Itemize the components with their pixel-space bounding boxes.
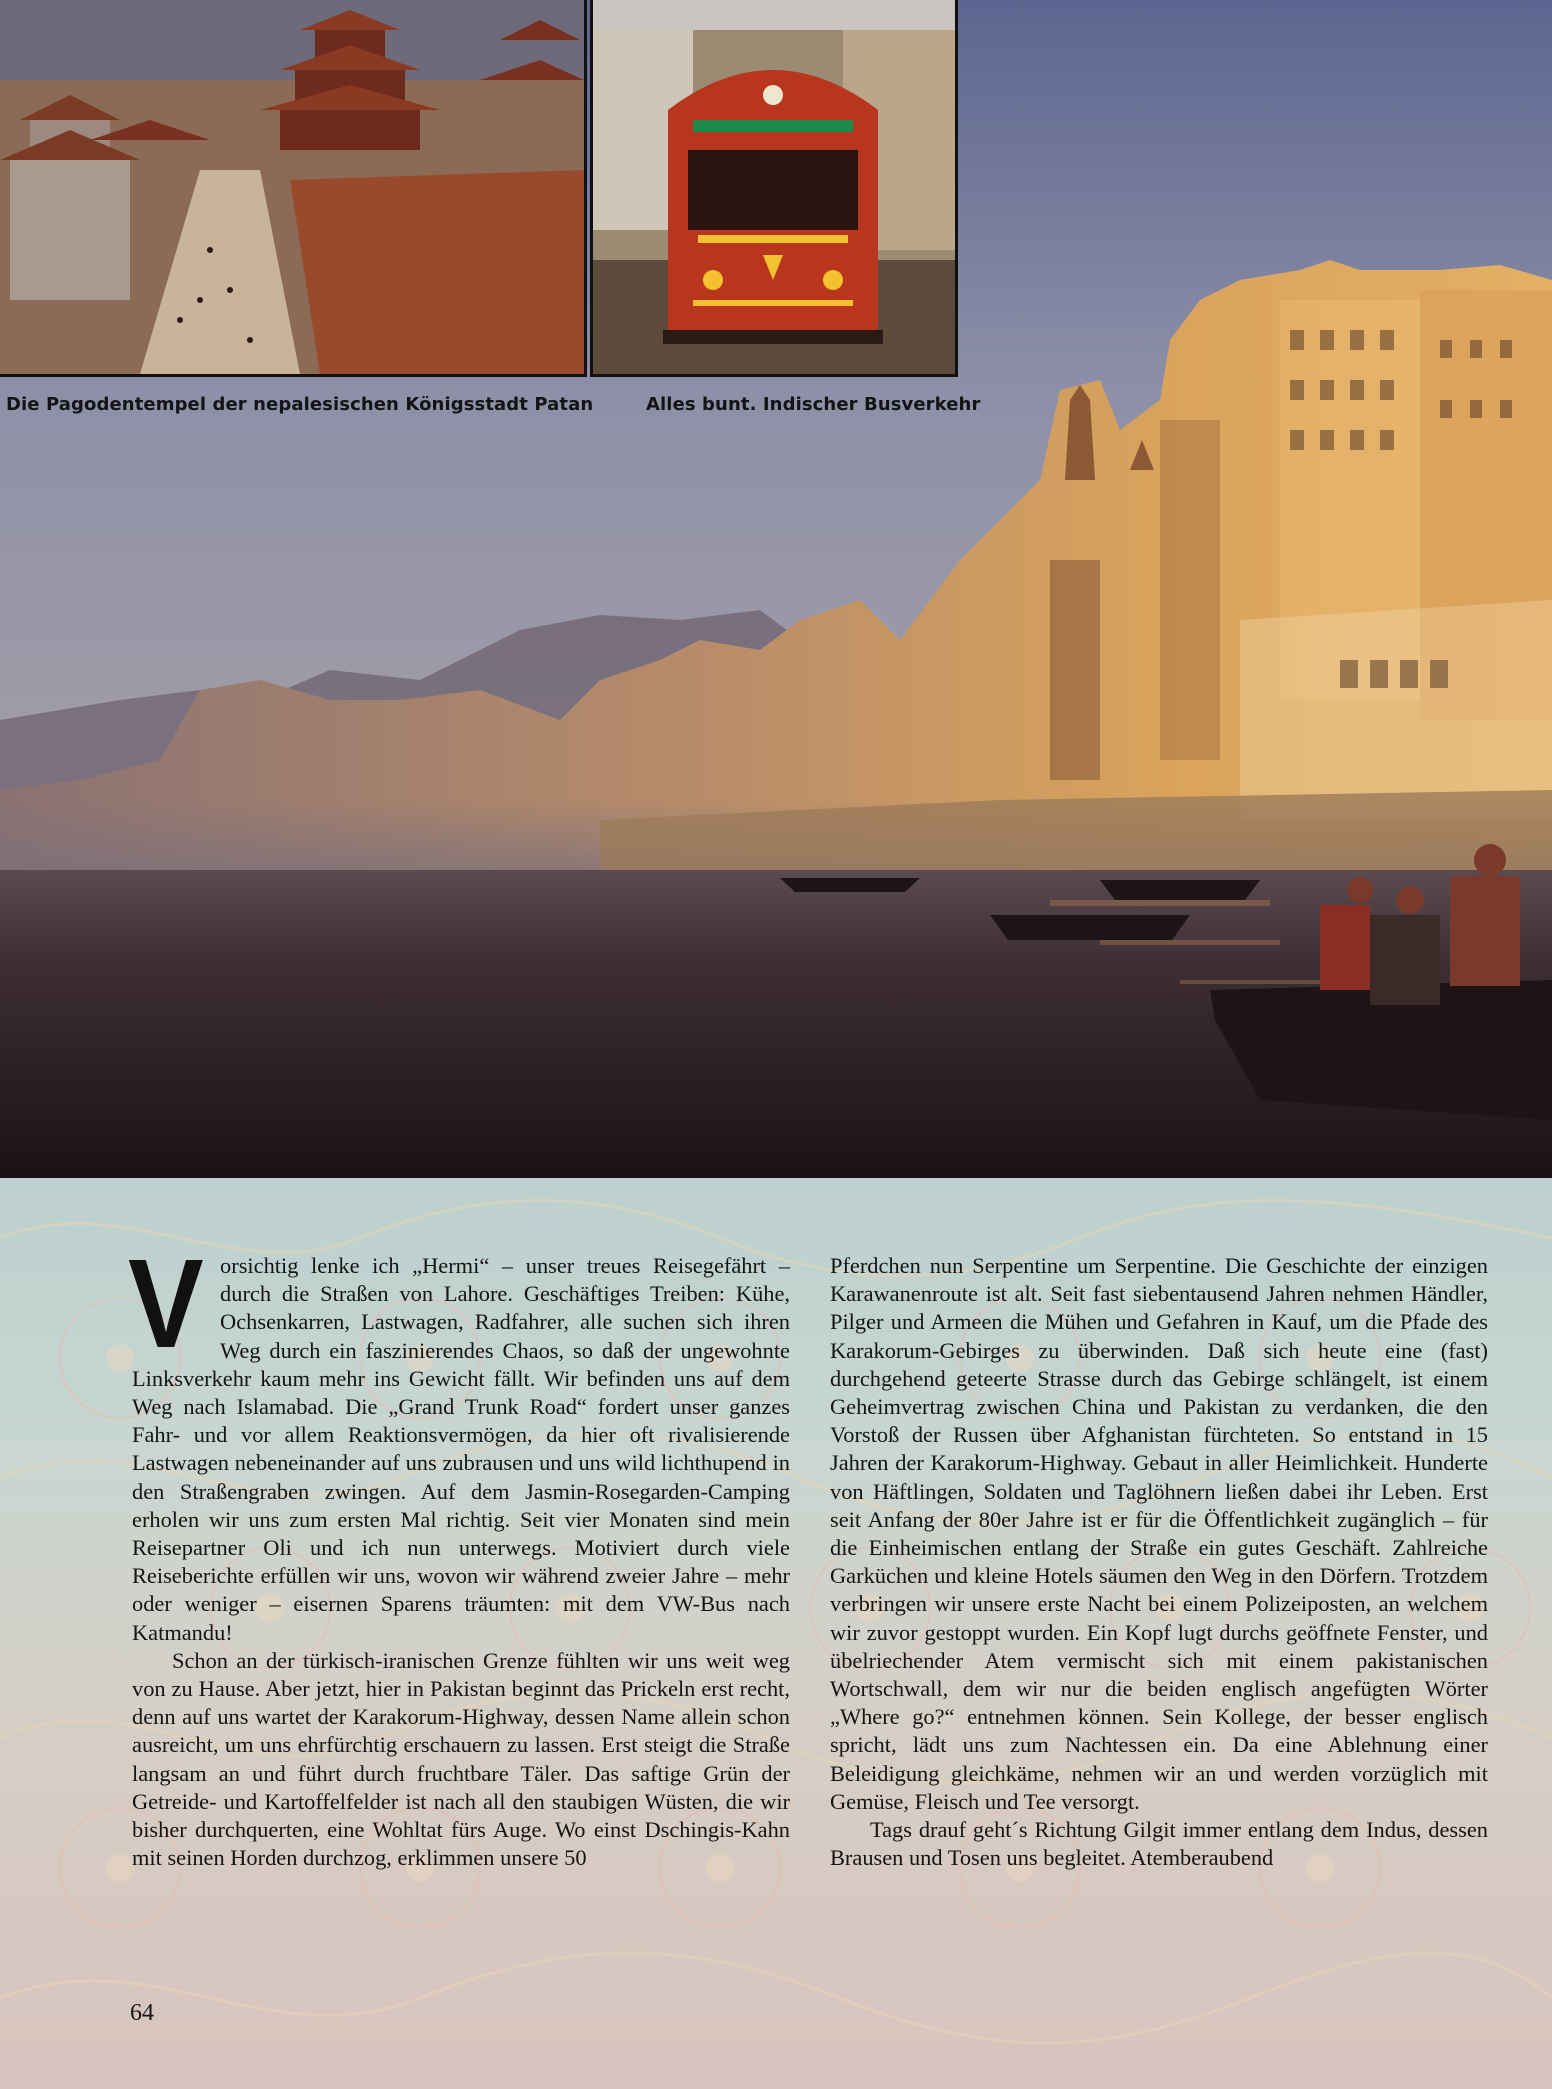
indian-bus-photo (590, 0, 958, 377)
caption-bus: Alles bunt. Indischer Busverkehr (646, 394, 981, 415)
caption-patan: Die Pagodentempel der nepalesischen Königsstadt Patan (6, 394, 594, 415)
drop-cap: V (128, 1233, 204, 1374)
paragraph-text: orsichtig lenke ich „Hermi“ – unser treues Reisegefährt – durch die Straßen von Lahore. Geschäftiges Treiben: Kühe, Ochsenkarren, Lastwagen, Radfahrer, alle suchen sich ihren Weg durch ein faszinierendes Chaos, so daß der ungewohnte Linksverkehr kaum mehr ins Gewicht fällt. Wir befinden uns auf dem Weg nach Islamabad. Die „Grand Trunk Road“ fordert unser ganzes Fahr- und vor allem Reaktionsvermögen, da hier oft rivalisierende Lastwagen nebeneinander auf uns zubrausen und uns wild lichthupend in den Straßengraben zwingen. Auf dem Jasmin-Rosegarden-Camping erholen wir uns zum ersten Mal richtig. Seit vier Monaten sind mein Reisepartner Oli und ich nun unterwegs. Motiviert durch viele Reiseberichte erfüllen wir uns, wovon wir während zweier Jahre – mehr oder weniger – eisernen Sparens träumten: mit dem VW-Bus nach Katmandu! (132, 1253, 790, 1645)
bus-illustration (593, 0, 955, 374)
article-paragraph: Tags drauf geht´s Richtung Gilgit immer entlang dem Indus, dessen Brausen und Tosen uns begleitet. Atemberaubend (830, 1817, 1488, 1871)
article-background (0, 1178, 1552, 2089)
article-column-left (128, 1233, 790, 1872)
article-paragraph: Schon an der türkisch-iranischen Grenze fühlten wir uns weit weg von zu Hause. Aber jetzt, hier in Pakistan beginnt das Prickeln erst recht, denn auf uns wartet der Karakorum-Highway, dessen Name allein schon ausreicht, um uns ehrfürchtig erschauern zu lassen. Erst steigt die Straße langsam an und führt durch fruchtbare Täler. Das saftige Grün der Getreide- und Kartoffelfelder ist nach all den staubigen Wüsten, die wir bisher durchquerten, eine Wohltat fürs Auge. Wo einst Dschingis-Kahn mit seinen Horden durchzog, erklimmen unsere 50 (132, 1647, 790, 1871)
pagoda-illustration (0, 0, 584, 374)
page-number: 64 (130, 2000, 154, 2026)
article-paragraph (128, 1233, 790, 1647)
article-paragraph: Pferdchen nun Serpentine um Serpentine. Die Geschichte der einzigen Karawanenroute ist alt. Seit fast siebentausend Jahren nehmen Händler, Pilger und Armeen die Mühen und Gefahren in Kauf, um die Pfade des Karakorum-Gebirges zu überwinden. Daß sich heute eine (fast) durchgehend geteerte Strasse durch das Gebirge schlängelt, ist einem Geheimvertrag zwischen China und Pakistan zu verdanken, die den Vorstoß der Russen über Afghanistan fürchteten. So entstand in 15 Jahren der Karakorum-Highway. Gebaut in aller Heimlichkeit. Hunderte von Häftlingen, Soldaten und Taglöhnern ließen dabei ihr Leben. Erst seit Anfang der 80er Jahre ist er für die Öffentlichkeit zugänglich – für die Einheimischen entlang der Straße ein gutes Geschäft. Zahlreiche Garküchen und kleine Hotels säumen den Weg in den Dörfern. Trotzdem verbringen wir unsere erste Nacht bei einem Polizeiposten, an welchem wir zuvor gestoppt wurden. Ein Kopf lugt durchs geöffnete Fenster, und übelriechender Atem vermischt sich mit einem pakistanischen Wortschwall, dem wir nur die beiden englisch angefügten Wörter „Where go?“ entnehmen können. Sein Kollege, der besser englisch spricht, lädt uns zum Nachtessen ein. Da eine Ablehnung einer Beleidigung gleichkäme, nehmen wir an und werden vorzüglich mit Gemüse, Fleisch und Tee versorgt. (830, 1253, 1488, 1814)
patan-pagoda-photo (0, 0, 587, 377)
article-column-right (830, 1252, 1488, 1872)
